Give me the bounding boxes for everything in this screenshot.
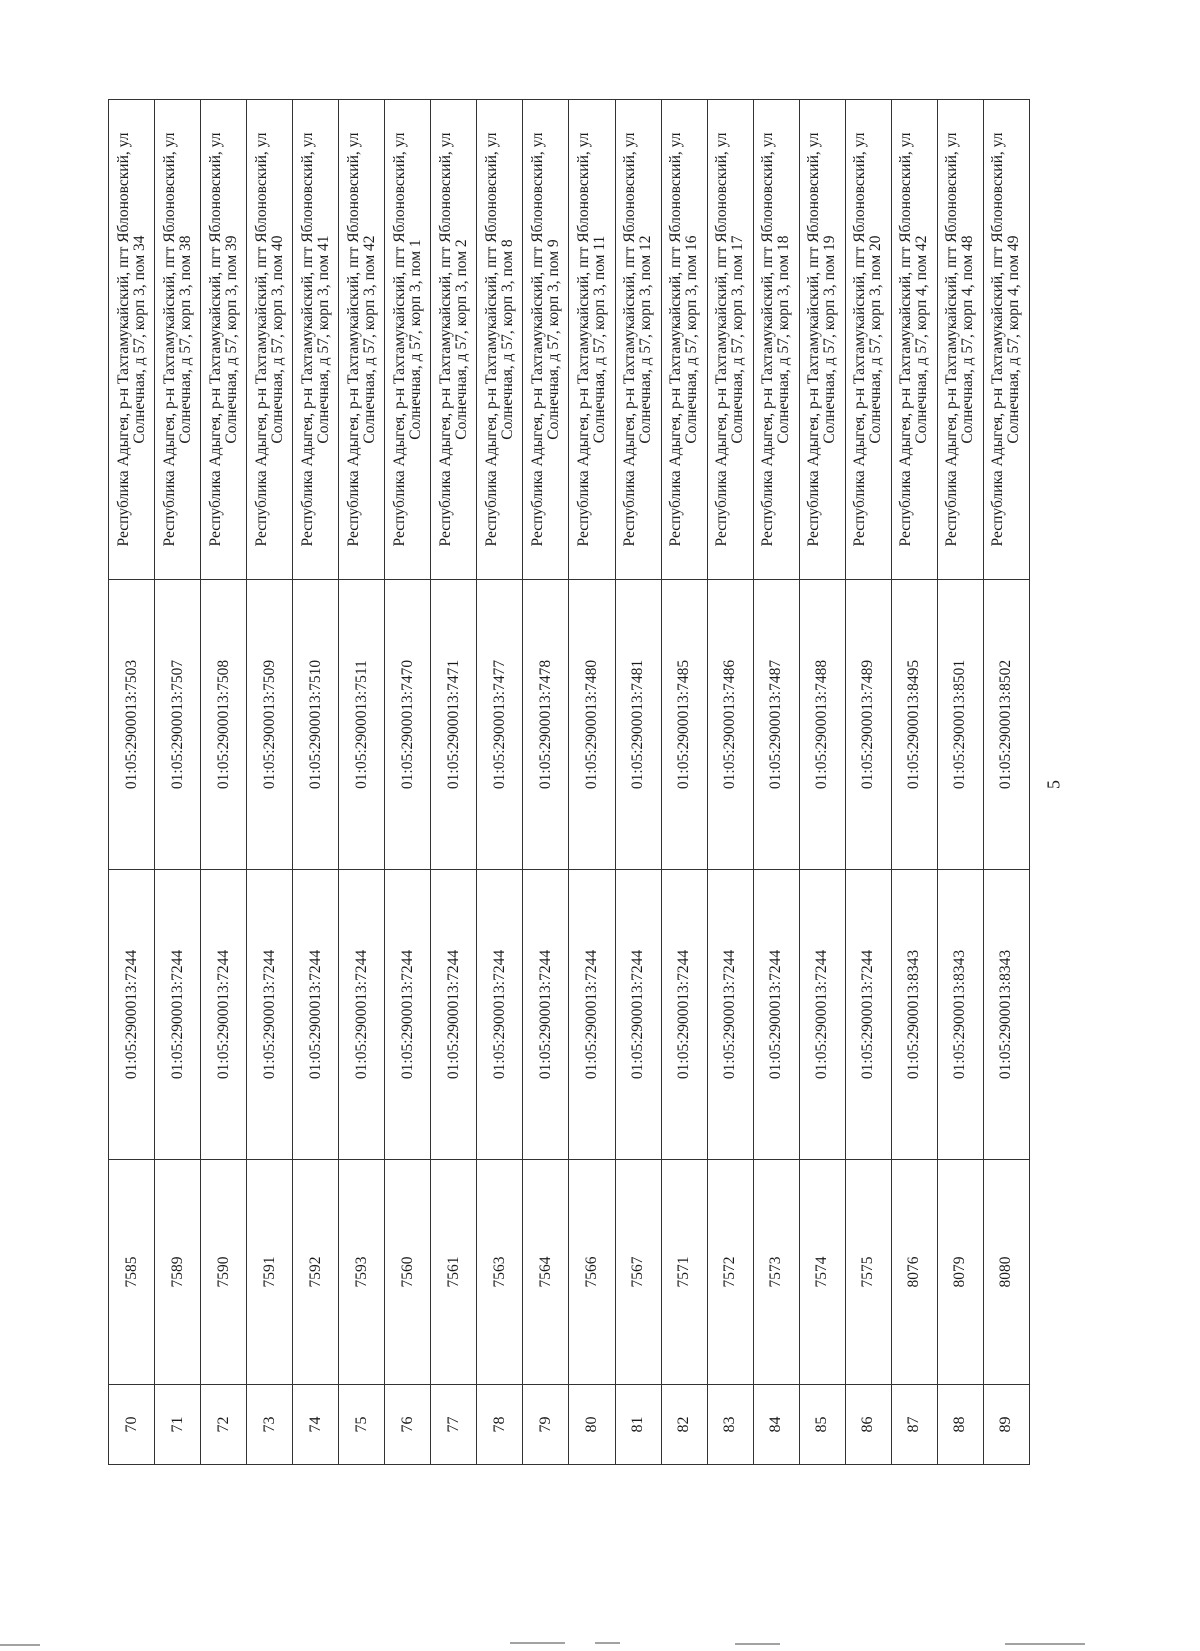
- row-number-cell: 85: [799, 1385, 845, 1465]
- address-cell: Республика Адыгея, р-н Тахтамукайский, пгт Яблоновский, ул Солнечная, д 57, корп 3, пом 17: [707, 100, 753, 580]
- cadastral-number-cell: 01:05:2900013:8501: [937, 580, 983, 870]
- cadastral-number-cell: 01:05:2900013:7509: [247, 580, 293, 870]
- object-id-cell: 7561: [431, 1160, 477, 1385]
- row-number-cell: 70: [109, 1385, 155, 1465]
- cadastral-number-cell: 01:05:2900013:7508: [201, 580, 247, 870]
- parent-cadastral-number-cell: 01:05:2900013:7244: [155, 870, 201, 1160]
- address-cell: Республика Адыгея, р-н Тахтамукайский, пгт Яблоновский, ул Солнечная, д 57, корп 4, пом 48: [937, 100, 983, 580]
- table-row: [845, 100, 891, 1465]
- cadastral-number-cell: 01:05:2900013:7486: [707, 580, 753, 870]
- table-row: [201, 100, 247, 1465]
- cadastral-number-cell: 01:05:2900013:7480: [569, 580, 615, 870]
- parent-cadastral-number-cell: 01:05:2900013:7244: [615, 870, 661, 1160]
- scan-artifact: [595, 1642, 620, 1644]
- address-cell: Республика Адыгея, р-н Тахтамукайский, пгт Яблоновский, ул Солнечная, д 57, корп 3, пом 39: [201, 100, 247, 580]
- address-cell: Республика Адыгея, р-н Тахтамукайский, пгт Яблоновский, ул Солнечная, д 57, корп 3, пом 2: [431, 100, 477, 580]
- parent-cadastral-number-cell: 01:05:2900013:7244: [661, 870, 707, 1160]
- address-cell: Республика Адыгея, р-н Тахтамукайский, пгт Яблоновский, ул Солнечная, д 57, корп 3, пом 18: [753, 100, 799, 580]
- table-row: [431, 100, 477, 1465]
- object-id-cell: 7563: [477, 1160, 523, 1385]
- parent-cadastral-number-cell: 01:05:2900013:7244: [753, 870, 799, 1160]
- table-row: [109, 100, 155, 1465]
- table-row: [339, 100, 385, 1465]
- parent-cadastral-number-cell: 01:05:2900013:7244: [293, 870, 339, 1160]
- object-id-cell: 7590: [201, 1160, 247, 1385]
- row-number-cell: 81: [615, 1385, 661, 1465]
- row-number-cell: 71: [155, 1385, 201, 1465]
- parent-cadastral-number-cell: 01:05:2900013:7244: [201, 870, 247, 1160]
- parent-cadastral-number-cell: 01:05:2900013:7244: [707, 870, 753, 1160]
- cadastral-number-cell: 01:05:2900013:7478: [523, 580, 569, 870]
- object-id-cell: 7572: [707, 1160, 753, 1385]
- object-id-cell: 8079: [937, 1160, 983, 1385]
- cadastral-number-cell: 01:05:2900013:7511: [339, 580, 385, 870]
- parent-cadastral-number-cell: 01:05:2900013:7244: [247, 870, 293, 1160]
- parent-cadastral-number-cell: 01:05:2900013:7244: [477, 870, 523, 1160]
- table-row: [385, 100, 431, 1465]
- row-number-cell: 86: [845, 1385, 891, 1465]
- cadastral-number-cell: 01:05:2900013:7481: [615, 580, 661, 870]
- row-number-cell: 89: [983, 1385, 1029, 1465]
- parent-cadastral-number-cell: 01:05:2900013:8343: [937, 870, 983, 1160]
- table-row: [753, 100, 799, 1465]
- object-id-cell: 7564: [523, 1160, 569, 1385]
- scan-artifact: [735, 1643, 780, 1645]
- address-cell: Республика Адыгея, р-н Тахтамукайский, пгт Яблоновский, ул Солнечная, д 57, корп 3, пом 12: [615, 100, 661, 580]
- scan-artifact: [1005, 1643, 1085, 1645]
- object-id-cell: 7574: [799, 1160, 845, 1385]
- scan-artifact: [0, 1644, 40, 1646]
- parent-cadastral-number-cell: 01:05:2900013:8343: [983, 870, 1029, 1160]
- object-id-cell: 7567: [615, 1160, 661, 1385]
- table-row: [569, 100, 615, 1465]
- object-id-cell: 7560: [385, 1160, 431, 1385]
- table-row: [661, 100, 707, 1465]
- table-row: [523, 100, 569, 1465]
- row-number-cell: 77: [431, 1385, 477, 1465]
- address-cell: Республика Адыгея, р-н Тахтамукайский, пгт Яблоновский, ул Солнечная, д 57, корп 3, пом 1: [385, 100, 431, 580]
- object-id-cell: 7593: [339, 1160, 385, 1385]
- object-id-cell: 7585: [109, 1160, 155, 1385]
- object-id-cell: 8080: [983, 1160, 1029, 1385]
- row-number-cell: 80: [569, 1385, 615, 1465]
- object-id-cell: 7573: [753, 1160, 799, 1385]
- table-body: [109, 100, 1030, 1465]
- address-cell: Республика Адыгея, р-н Тахтамукайский, пгт Яблоновский, ул Солнечная, д 57, корп 4, пом 49: [983, 100, 1029, 580]
- row-number-cell: 83: [707, 1385, 753, 1465]
- table-row: [891, 100, 937, 1465]
- table-row: [477, 100, 523, 1465]
- object-id-cell: 7591: [247, 1160, 293, 1385]
- object-id-cell: 7575: [845, 1160, 891, 1385]
- object-id-cell: 7589: [155, 1160, 201, 1385]
- parent-cadastral-number-cell: 01:05:2900013:7244: [799, 870, 845, 1160]
- cadastral-number-cell: 01:05:2900013:8495: [891, 580, 937, 870]
- table-row: [983, 100, 1029, 1465]
- registry-table-rotated: [108, 100, 1030, 1465]
- address-cell: Республика Адыгея, р-н Тахтамукайский, пгт Яблоновский, ул Солнечная, д 57, корп 3, пом 9: [523, 100, 569, 580]
- parent-cadastral-number-cell: 01:05:2900013:7244: [431, 870, 477, 1160]
- address-cell: Республика Адыгея, р-н Тахтамукайский, пгт Яблоновский, ул Солнечная, д 57, корп 3, пом 19: [799, 100, 845, 580]
- row-number-cell: 88: [937, 1385, 983, 1465]
- address-cell: Республика Адыгея, р-н Тахтамукайский, пгт Яблоновский, ул Солнечная, д 57, корп 3, пом 16: [661, 100, 707, 580]
- object-id-cell: 7592: [293, 1160, 339, 1385]
- address-cell: Республика Адыгея, р-н Тахтамукайский, пгт Яблоновский, ул Солнечная, д 57, корп 3, пом 41: [293, 100, 339, 580]
- table-row: [155, 100, 201, 1465]
- table-row: [707, 100, 753, 1465]
- object-id-cell: 8076: [891, 1160, 937, 1385]
- row-number-cell: 87: [891, 1385, 937, 1465]
- parent-cadastral-number-cell: 01:05:2900013:7244: [109, 870, 155, 1160]
- cadastral-number-cell: 01:05:2900013:7471: [431, 580, 477, 870]
- address-cell: Республика Адыгея, р-н Тахтамукайский, пгт Яблоновский, ул Солнечная, д 57, корп 3, пом 11: [569, 100, 615, 580]
- parent-cadastral-number-cell: 01:05:2900013:7244: [339, 870, 385, 1160]
- cadastral-number-cell: 01:05:2900013:8502: [983, 580, 1029, 870]
- parent-cadastral-number-cell: 01:05:2900013:7244: [523, 870, 569, 1160]
- table-row: [293, 100, 339, 1465]
- address-cell: Республика Адыгея, р-н Тахтамукайский, пгт Яблоновский, ул Солнечная, д 57, корп 3, пом 42: [339, 100, 385, 580]
- object-id-cell: 7566: [569, 1160, 615, 1385]
- registry-table: [108, 99, 1030, 1465]
- table-row: [799, 100, 845, 1465]
- row-number-cell: 84: [753, 1385, 799, 1465]
- cadastral-number-cell: 01:05:2900013:7470: [385, 580, 431, 870]
- table-row: [247, 100, 293, 1465]
- page-number: 5: [1043, 780, 1064, 789]
- cadastral-number-cell: 01:05:2900013:7489: [845, 580, 891, 870]
- row-number-cell: 78: [477, 1385, 523, 1465]
- address-cell: Республика Адыгея, р-н Тахтамукайский, пгт Яблоновский, ул Солнечная, д 57, корп 3, пом 40: [247, 100, 293, 580]
- row-number-cell: 76: [385, 1385, 431, 1465]
- row-number-cell: 82: [661, 1385, 707, 1465]
- address-cell: Республика Адыгея, р-н Тахтамукайский, пгт Яблоновский, ул Солнечная, д 57, корп 3, пом 20: [845, 100, 891, 580]
- cadastral-number-cell: 01:05:2900013:7507: [155, 580, 201, 870]
- row-number-cell: 79: [523, 1385, 569, 1465]
- address-cell: Республика Адыгея, р-н Тахтамукайский, пгт Яблоновский, ул Солнечная, д 57, корп 3, пом 38: [155, 100, 201, 580]
- address-cell: Республика Адыгея, р-н Тахтамукайский, пгт Яблоновский, ул Солнечная, д 57, корп 3, пом 34: [109, 100, 155, 580]
- row-number-cell: 72: [201, 1385, 247, 1465]
- cadastral-number-cell: 01:05:2900013:7487: [753, 580, 799, 870]
- table-row: [615, 100, 661, 1465]
- row-number-cell: 75: [339, 1385, 385, 1465]
- address-cell: Республика Адыгея, р-н Тахтамукайский, пгт Яблоновский, ул Солнечная, д 57, корп 3, пом 8: [477, 100, 523, 580]
- table-row: [937, 100, 983, 1465]
- cadastral-number-cell: 01:05:2900013:7510: [293, 580, 339, 870]
- row-number-cell: 74: [293, 1385, 339, 1465]
- cadastral-number-cell: 01:05:2900013:7477: [477, 580, 523, 870]
- parent-cadastral-number-cell: 01:05:2900013:7244: [569, 870, 615, 1160]
- object-id-cell: 7571: [661, 1160, 707, 1385]
- parent-cadastral-number-cell: 01:05:2900013:7244: [385, 870, 431, 1160]
- cadastral-number-cell: 01:05:2900013:7488: [799, 580, 845, 870]
- cadastral-number-cell: 01:05:2900013:7485: [661, 580, 707, 870]
- scan-artifact: [510, 1642, 565, 1644]
- parent-cadastral-number-cell: 01:05:2900013:7244: [845, 870, 891, 1160]
- address-cell: Республика Адыгея, р-н Тахтамукайский, пгт Яблоновский, ул Солнечная, д 57, корп 4, пом 42: [891, 100, 937, 580]
- parent-cadastral-number-cell: 01:05:2900013:8343: [891, 870, 937, 1160]
- cadastral-number-cell: 01:05:2900013:7503: [109, 580, 155, 870]
- row-number-cell: 73: [247, 1385, 293, 1465]
